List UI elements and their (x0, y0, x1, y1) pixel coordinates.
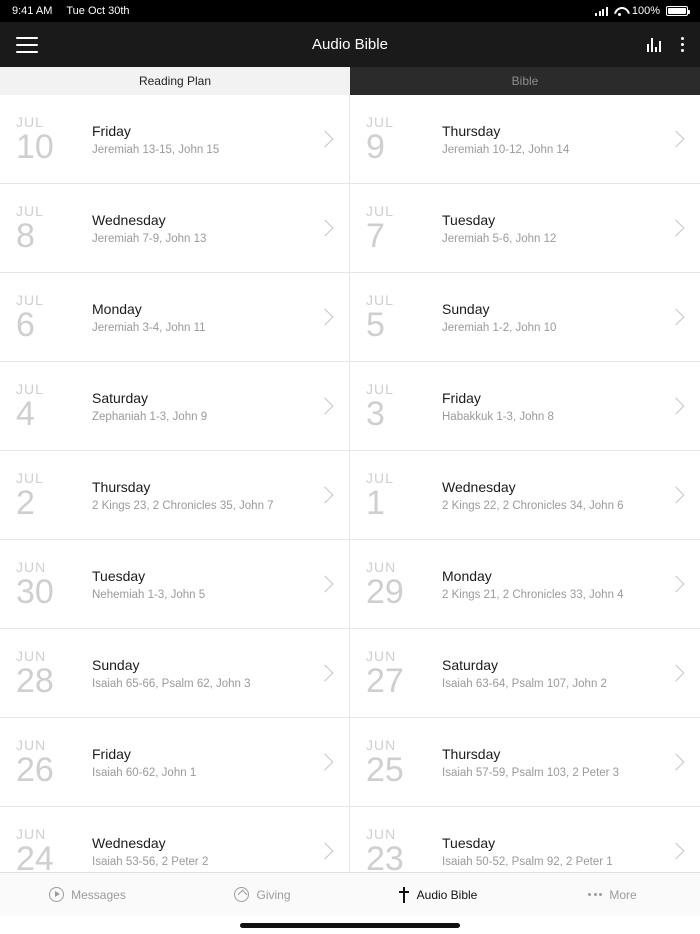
entry-passage: Habakkuk 1-3, John 8 (442, 410, 554, 423)
chevron-right-icon (668, 131, 685, 148)
entry-passage: Isaiah 60-62, John 1 (92, 766, 197, 779)
entry-text (442, 835, 670, 868)
entry-title: Monday (442, 567, 492, 584)
cross-icon (398, 887, 410, 903)
entry-date (366, 471, 442, 520)
entry-passage: 2 Kings 21, 2 Chronicles 33, John 4 (442, 588, 624, 601)
entry-day: 29 (366, 572, 404, 611)
entry-title: Tuesday (442, 834, 496, 851)
entry-passage: Isaiah 50-52, Psalm 92, 2 Peter 1 (442, 855, 613, 868)
chevron-right-icon (317, 487, 334, 504)
entry-passage: Zephaniah 1-3, John 9 (92, 410, 208, 423)
list-item[interactable] (350, 451, 700, 540)
reading-plan-grid (0, 95, 700, 872)
giving-icon (234, 887, 249, 902)
entry-passage: Isaiah 65-66, Psalm 62, John 3 (92, 677, 251, 690)
entry-passage: Isaiah 63-64, Psalm 107, John 2 (442, 677, 607, 690)
entry-day: 5 (366, 305, 385, 344)
entry-passage: Jeremiah 10-12, John 14 (442, 143, 570, 156)
entry-date (16, 827, 92, 873)
status-bar-left (12, 5, 130, 17)
equalizer-icon[interactable] (647, 38, 661, 52)
entry-day: 8 (16, 216, 35, 255)
entry-title: Wednesday (92, 834, 166, 851)
entry-date (16, 738, 92, 787)
entry-month: JUL (16, 202, 44, 219)
navigation-bar (0, 22, 700, 67)
list-item[interactable] (350, 95, 700, 184)
entry-text (442, 746, 670, 779)
entry-month: JUL (366, 469, 394, 486)
entry-day: 3 (366, 394, 385, 433)
entry-date (366, 382, 442, 431)
entry-day: 24 (16, 839, 54, 872)
tab-giving[interactable] (175, 887, 350, 902)
chevron-right-icon (668, 220, 685, 237)
entry-title: Tuesday (92, 567, 146, 584)
entry-date (16, 115, 92, 164)
list-item[interactable] (0, 184, 350, 273)
kebab-menu-icon[interactable] (681, 37, 684, 52)
chevron-right-icon (317, 131, 334, 148)
entry-passage: Jeremiah 3-4, John 11 (92, 321, 206, 334)
entry-day: 30 (16, 572, 54, 611)
entry-title: Monday (92, 300, 142, 317)
entry-day: 6 (16, 305, 35, 344)
entry-text (92, 390, 319, 423)
home-indicator (240, 923, 460, 928)
entry-title: Friday (442, 389, 481, 406)
entry-passage: Nehemiah 1-3, John 5 (92, 588, 206, 601)
chevron-right-icon (668, 754, 685, 771)
list-item[interactable] (0, 95, 350, 184)
entry-day: 4 (16, 394, 35, 433)
entry-text (92, 123, 319, 156)
entry-day: 7 (366, 216, 385, 255)
chevron-right-icon (317, 576, 334, 593)
entry-text (92, 657, 319, 690)
list-item[interactable] (350, 184, 700, 273)
entry-month: JUL (16, 291, 44, 308)
list-item[interactable] (350, 540, 700, 629)
entry-text (92, 746, 319, 779)
list-item[interactable] (0, 362, 350, 451)
entry-text (442, 123, 670, 156)
list-item[interactable] (0, 273, 350, 362)
entry-title: Thursday (442, 122, 501, 139)
entry-text (442, 212, 670, 245)
hamburger-menu-icon[interactable] (16, 37, 38, 53)
entry-month: JUL (366, 291, 394, 308)
entry-month: JUN (16, 647, 47, 664)
entry-date (366, 738, 442, 787)
list-item[interactable] (350, 273, 700, 362)
list-item[interactable] (350, 807, 700, 872)
chevron-right-icon (317, 754, 334, 771)
entry-title: Friday (92, 122, 131, 139)
entry-text (442, 390, 670, 423)
battery-percent-label: 100% (631, 5, 660, 17)
tab-audio-bible[interactable] (350, 887, 525, 903)
cellular-signal-icon (595, 7, 608, 16)
status-bar-right (595, 5, 688, 17)
entry-month: JUL (16, 469, 44, 486)
entry-passage: Jeremiah 7-9, John 13 (92, 232, 207, 245)
entry-date (16, 382, 92, 431)
entry-title: Saturday (442, 656, 499, 673)
entry-title: Wednesday (442, 478, 516, 495)
entry-day: 28 (16, 661, 54, 700)
bottom-tab-bar (0, 872, 700, 916)
chevron-right-icon (317, 665, 334, 682)
entry-date (366, 649, 442, 698)
entry-day: 23 (366, 839, 404, 872)
status-time: 9:41 AM (12, 5, 53, 17)
entry-passage: 2 Kings 22, 2 Chronicles 34, John 6 (442, 499, 624, 512)
segment-tabs (0, 67, 700, 95)
entry-passage: Jeremiah 1-2, John 10 (442, 321, 557, 334)
battery-icon (666, 6, 688, 16)
entry-day: 1 (366, 483, 385, 522)
tab-audio-bible-label: Audio Bible (416, 887, 478, 902)
entry-day: 27 (366, 661, 404, 700)
entry-text (92, 212, 319, 245)
status-bar (0, 0, 700, 22)
chevron-right-icon (317, 309, 334, 326)
entry-title: Tuesday (442, 211, 496, 228)
list-item[interactable] (0, 807, 350, 872)
page-title: Audio Bible (312, 36, 388, 53)
chevron-right-icon (668, 309, 685, 326)
list-item[interactable] (0, 451, 350, 540)
tab-reading-plan[interactable]: Reading Plan (0, 67, 350, 95)
entry-date (366, 560, 442, 609)
entry-passage: Isaiah 57-59, Psalm 103, 2 Peter 3 (442, 766, 620, 779)
entry-day: 26 (16, 750, 54, 789)
tab-bible[interactable]: Bible (350, 67, 700, 95)
entry-date (16, 649, 92, 698)
entry-month: JUN (366, 736, 397, 753)
entry-title: Sunday (442, 300, 490, 317)
entry-title: Thursday (92, 478, 151, 495)
entry-date (366, 827, 442, 873)
list-item[interactable] (350, 718, 700, 807)
entry-text (92, 568, 319, 601)
entry-title: Saturday (92, 389, 149, 406)
entry-date (366, 293, 442, 342)
entry-text (442, 568, 670, 601)
entry-month: JUN (366, 558, 397, 575)
wifi-icon (614, 6, 626, 16)
chevron-right-icon (668, 576, 685, 593)
entry-date (366, 204, 442, 253)
entry-month: JUL (16, 380, 44, 397)
entry-date (16, 471, 92, 520)
tab-more-label: More (609, 887, 637, 902)
entry-date (16, 560, 92, 609)
entry-text (92, 479, 319, 512)
entry-passage: 2 Kings 23, 2 Chronicles 35, John 7 (92, 499, 274, 512)
entry-title: Sunday (92, 656, 140, 673)
entry-month: JUL (366, 202, 394, 219)
entry-text (442, 301, 670, 334)
chevron-right-icon (317, 220, 334, 237)
entry-passage: Jeremiah 5-6, John 12 (442, 232, 557, 245)
navigation-actions (647, 37, 684, 52)
chevron-right-icon (317, 843, 334, 860)
entry-title: Friday (92, 745, 131, 762)
entry-month: JUL (16, 113, 44, 130)
chevron-right-icon (668, 665, 685, 682)
chevron-right-icon (668, 487, 685, 504)
tab-more[interactable] (525, 888, 700, 902)
entry-day: 9 (366, 127, 385, 166)
play-circle-icon (49, 887, 64, 902)
list-item[interactable] (0, 540, 350, 629)
chevron-right-icon (668, 398, 685, 415)
entry-date (16, 293, 92, 342)
entry-passage: Jeremiah 13-15, John 15 (92, 143, 220, 156)
tab-messages[interactable] (0, 887, 175, 902)
list-item[interactable] (0, 629, 350, 718)
entry-text (442, 479, 670, 512)
entry-month: JUN (16, 825, 47, 842)
entry-month: JUN (16, 558, 47, 575)
list-item[interactable] (0, 718, 350, 807)
list-item[interactable] (350, 629, 700, 718)
entry-day: 25 (366, 750, 404, 789)
entry-title: Thursday (442, 745, 501, 762)
tab-giving-label: Giving (256, 887, 291, 902)
entry-text (442, 657, 670, 690)
entry-date (16, 204, 92, 253)
entry-month: JUL (366, 380, 394, 397)
entry-day: 10 (16, 127, 54, 166)
entry-text (92, 835, 319, 868)
tab-messages-label: Messages (71, 887, 126, 902)
entry-text (92, 301, 319, 334)
entry-month: JUN (16, 736, 47, 753)
ellipsis-icon (588, 893, 602, 896)
entry-passage: Isaiah 53-56, 2 Peter 2 (92, 855, 209, 868)
entry-month: JUN (366, 647, 397, 664)
entry-day: 2 (16, 483, 35, 522)
entry-month: JUN (366, 825, 397, 842)
list-item[interactable] (350, 362, 700, 451)
entry-month: JUL (366, 113, 394, 130)
entry-title: Wednesday (92, 211, 166, 228)
status-date: Tue Oct 30th (66, 5, 130, 17)
entry-date (366, 115, 442, 164)
chevron-right-icon (317, 398, 334, 415)
chevron-right-icon (668, 843, 685, 860)
